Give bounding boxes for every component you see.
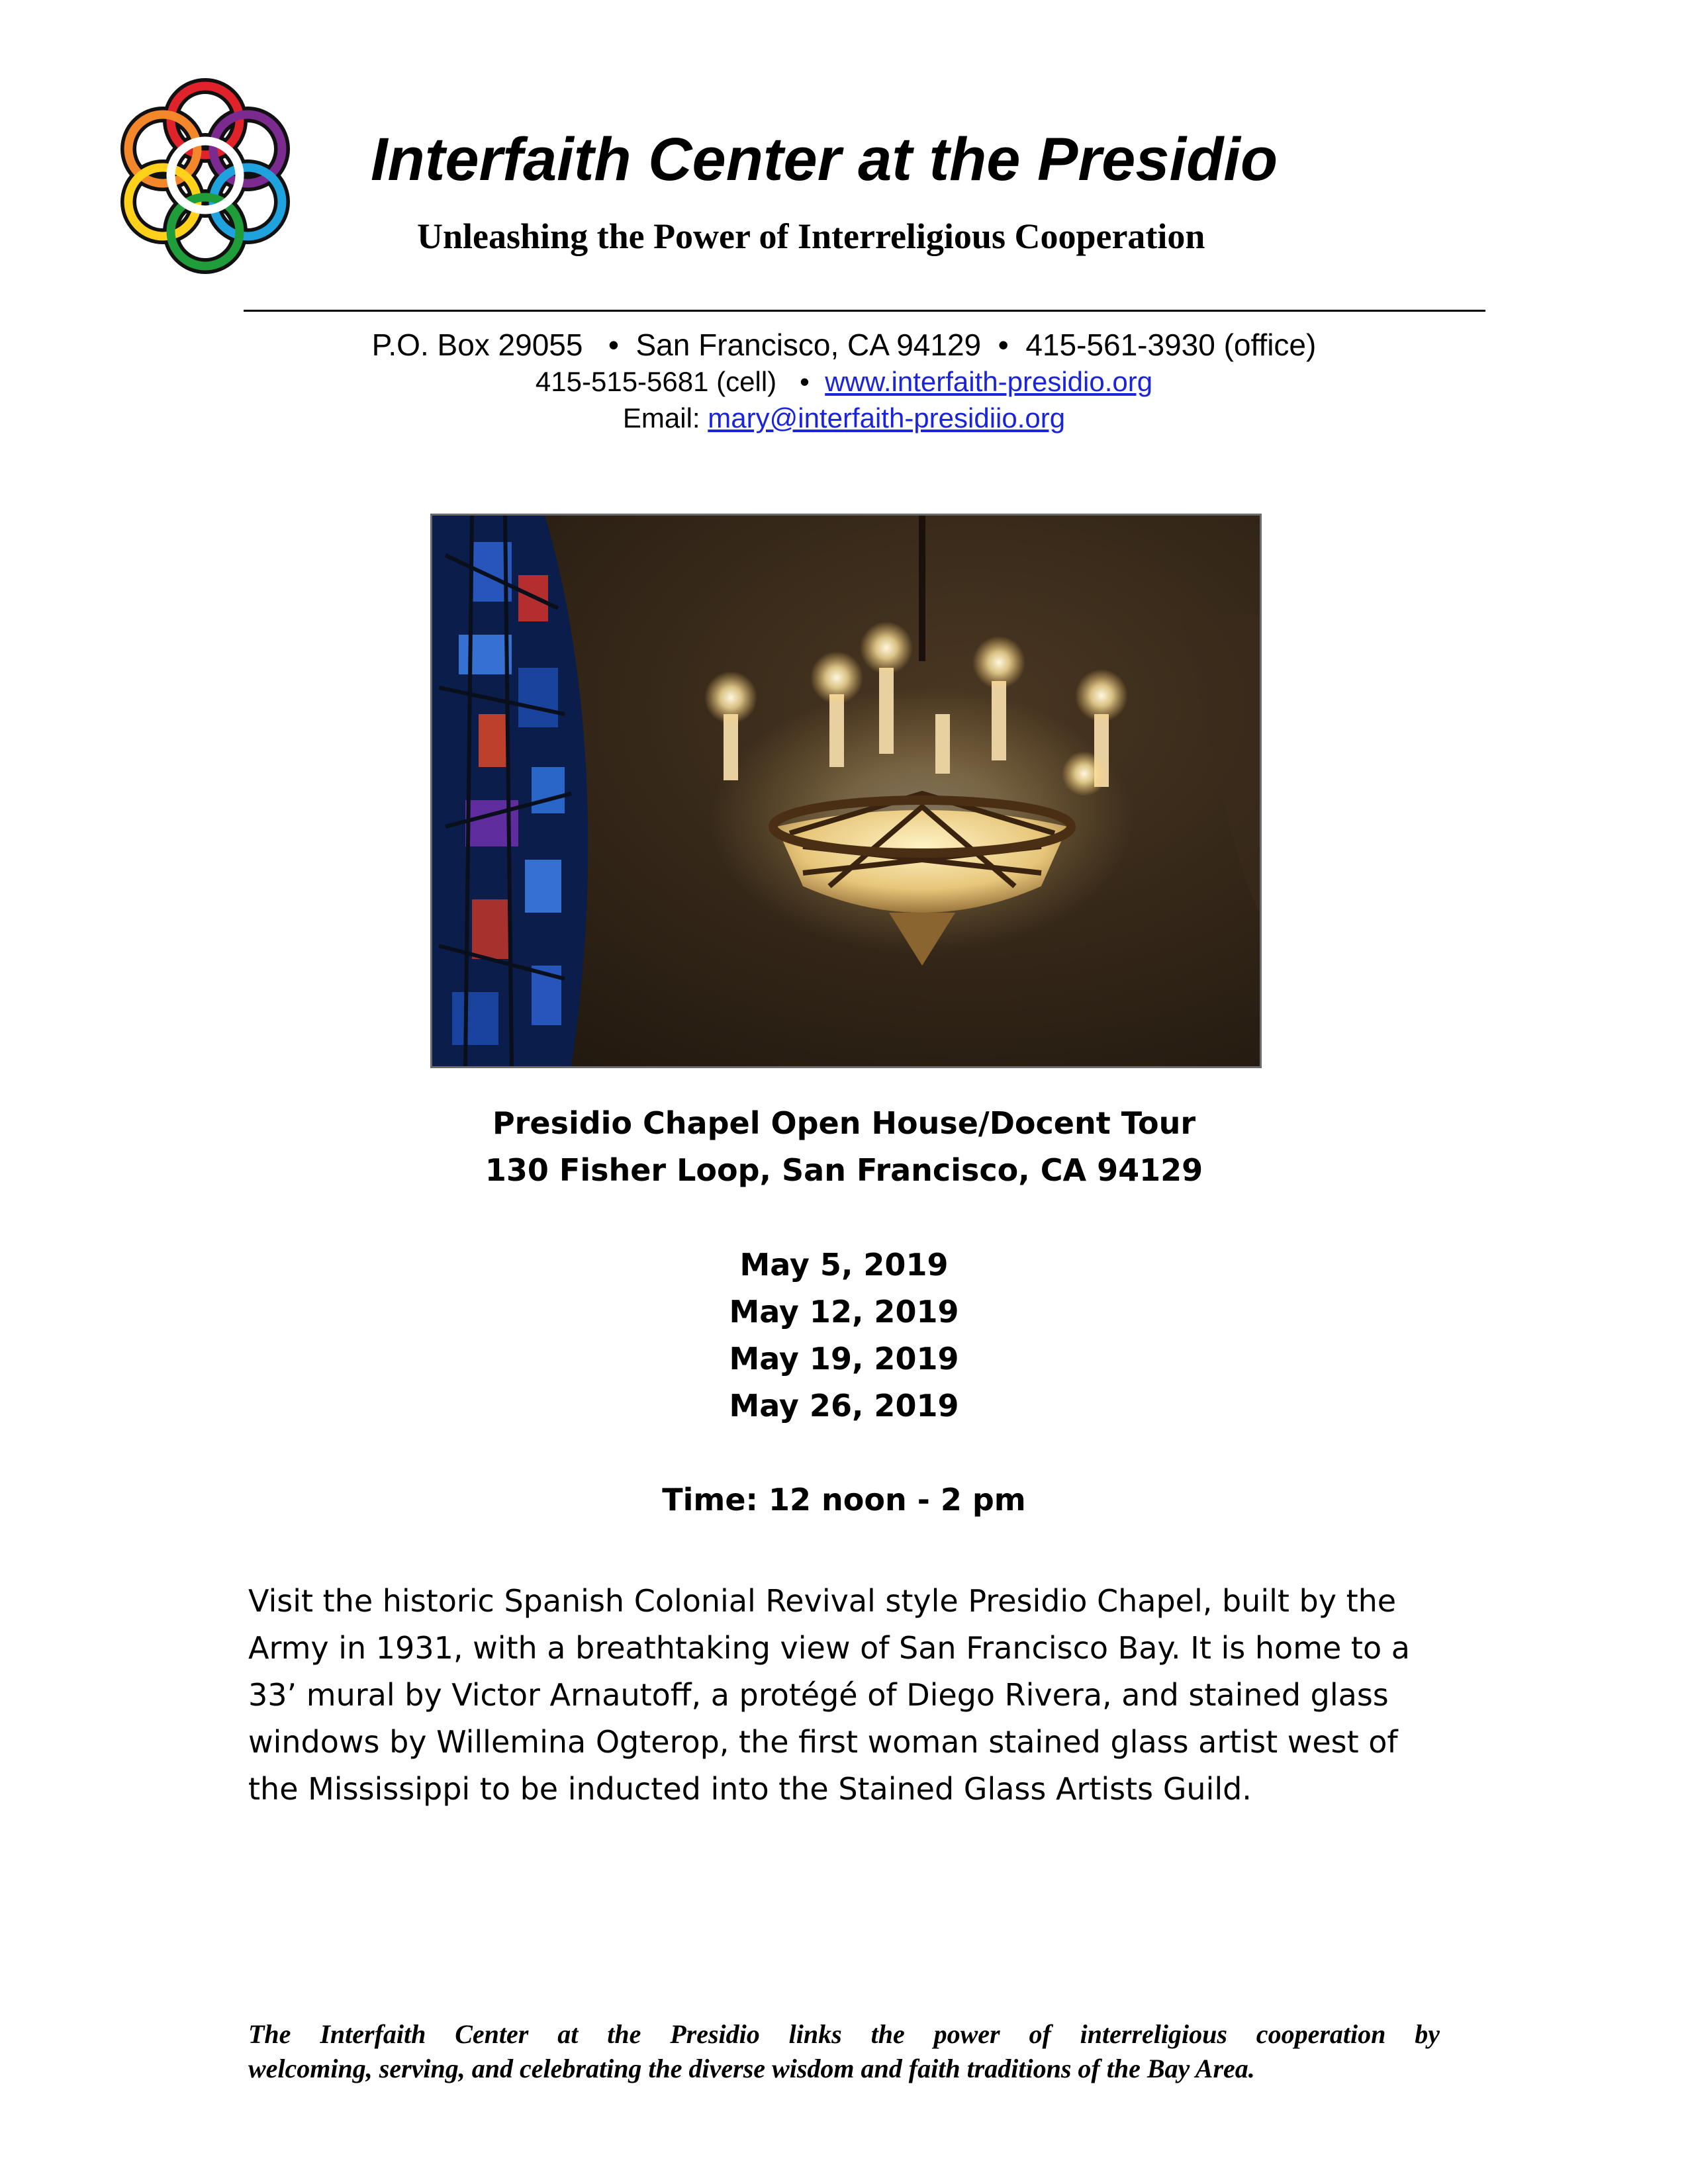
website-link[interactable]: www.interfaith-presidio.org (825, 366, 1153, 397)
event-address: 130 Fisher Loop, San Francisco, CA 94129 (485, 1152, 1203, 1188)
event-date: May 19, 2019 (729, 1341, 959, 1377)
mission-line: The Interfaith Center at the Presidio links the power of interreligious cooperation by (248, 2019, 1440, 2049)
description-line: Visit the historic Spanish Colonial Revival style Presidio Chapel, built by the (248, 1583, 1397, 1619)
email-label: Email: (622, 402, 708, 433)
org-tagline: Unleashing the Power of Interreligious Cooperation (417, 216, 1205, 256)
contact-address-line: P.O. Box 29055 • San Francisco, CA 94129 • 415-561-3930 (office) (371, 328, 1317, 362)
description-line: windows by Willemina Ogterop, the first woman stained glass artist west of (248, 1724, 1398, 1760)
contact-cell-web-line (0, 368, 1688, 396)
event-time: Time: 12 noon - 2 pm (662, 1482, 1026, 1518)
event-date: May 5, 2019 (739, 1247, 949, 1283)
org-title: Interfaith Center at the Presidio (371, 126, 1278, 193)
event-title: Presidio Chapel Open House/Docent Tour (492, 1105, 1196, 1141)
event-date: May 12, 2019 (729, 1294, 959, 1330)
event-date: May 26, 2019 (729, 1388, 959, 1424)
header-divider (244, 310, 1485, 312)
email-link[interactable]: mary@interfaith-presidiio.org (708, 402, 1066, 433)
mission-line: welcoming, serving, and celebrating the diverse wisdom and faith traditions of the Bay Area. (248, 2054, 1255, 2083)
contact-email-line (0, 404, 1688, 432)
chandelier-photo (430, 514, 1262, 1068)
description-line: Army in 1931, with a breathtaking view of San Francisco Bay. It is home to a (248, 1630, 1410, 1666)
chapel-description (248, 1578, 1453, 1813)
description-line: the Mississippi to be inducted into the Stained Glass Artists Guild. (248, 1771, 1252, 1807)
description-line: 33’ mural by Victor Arnautoff, a protégé of Diego Rivera, and stained glass (248, 1677, 1389, 1713)
interfaith-rings-logo (106, 66, 305, 291)
mission-statement (248, 2017, 1440, 2086)
contact-cell: 415-515-5681 (cell) • (535, 366, 825, 397)
